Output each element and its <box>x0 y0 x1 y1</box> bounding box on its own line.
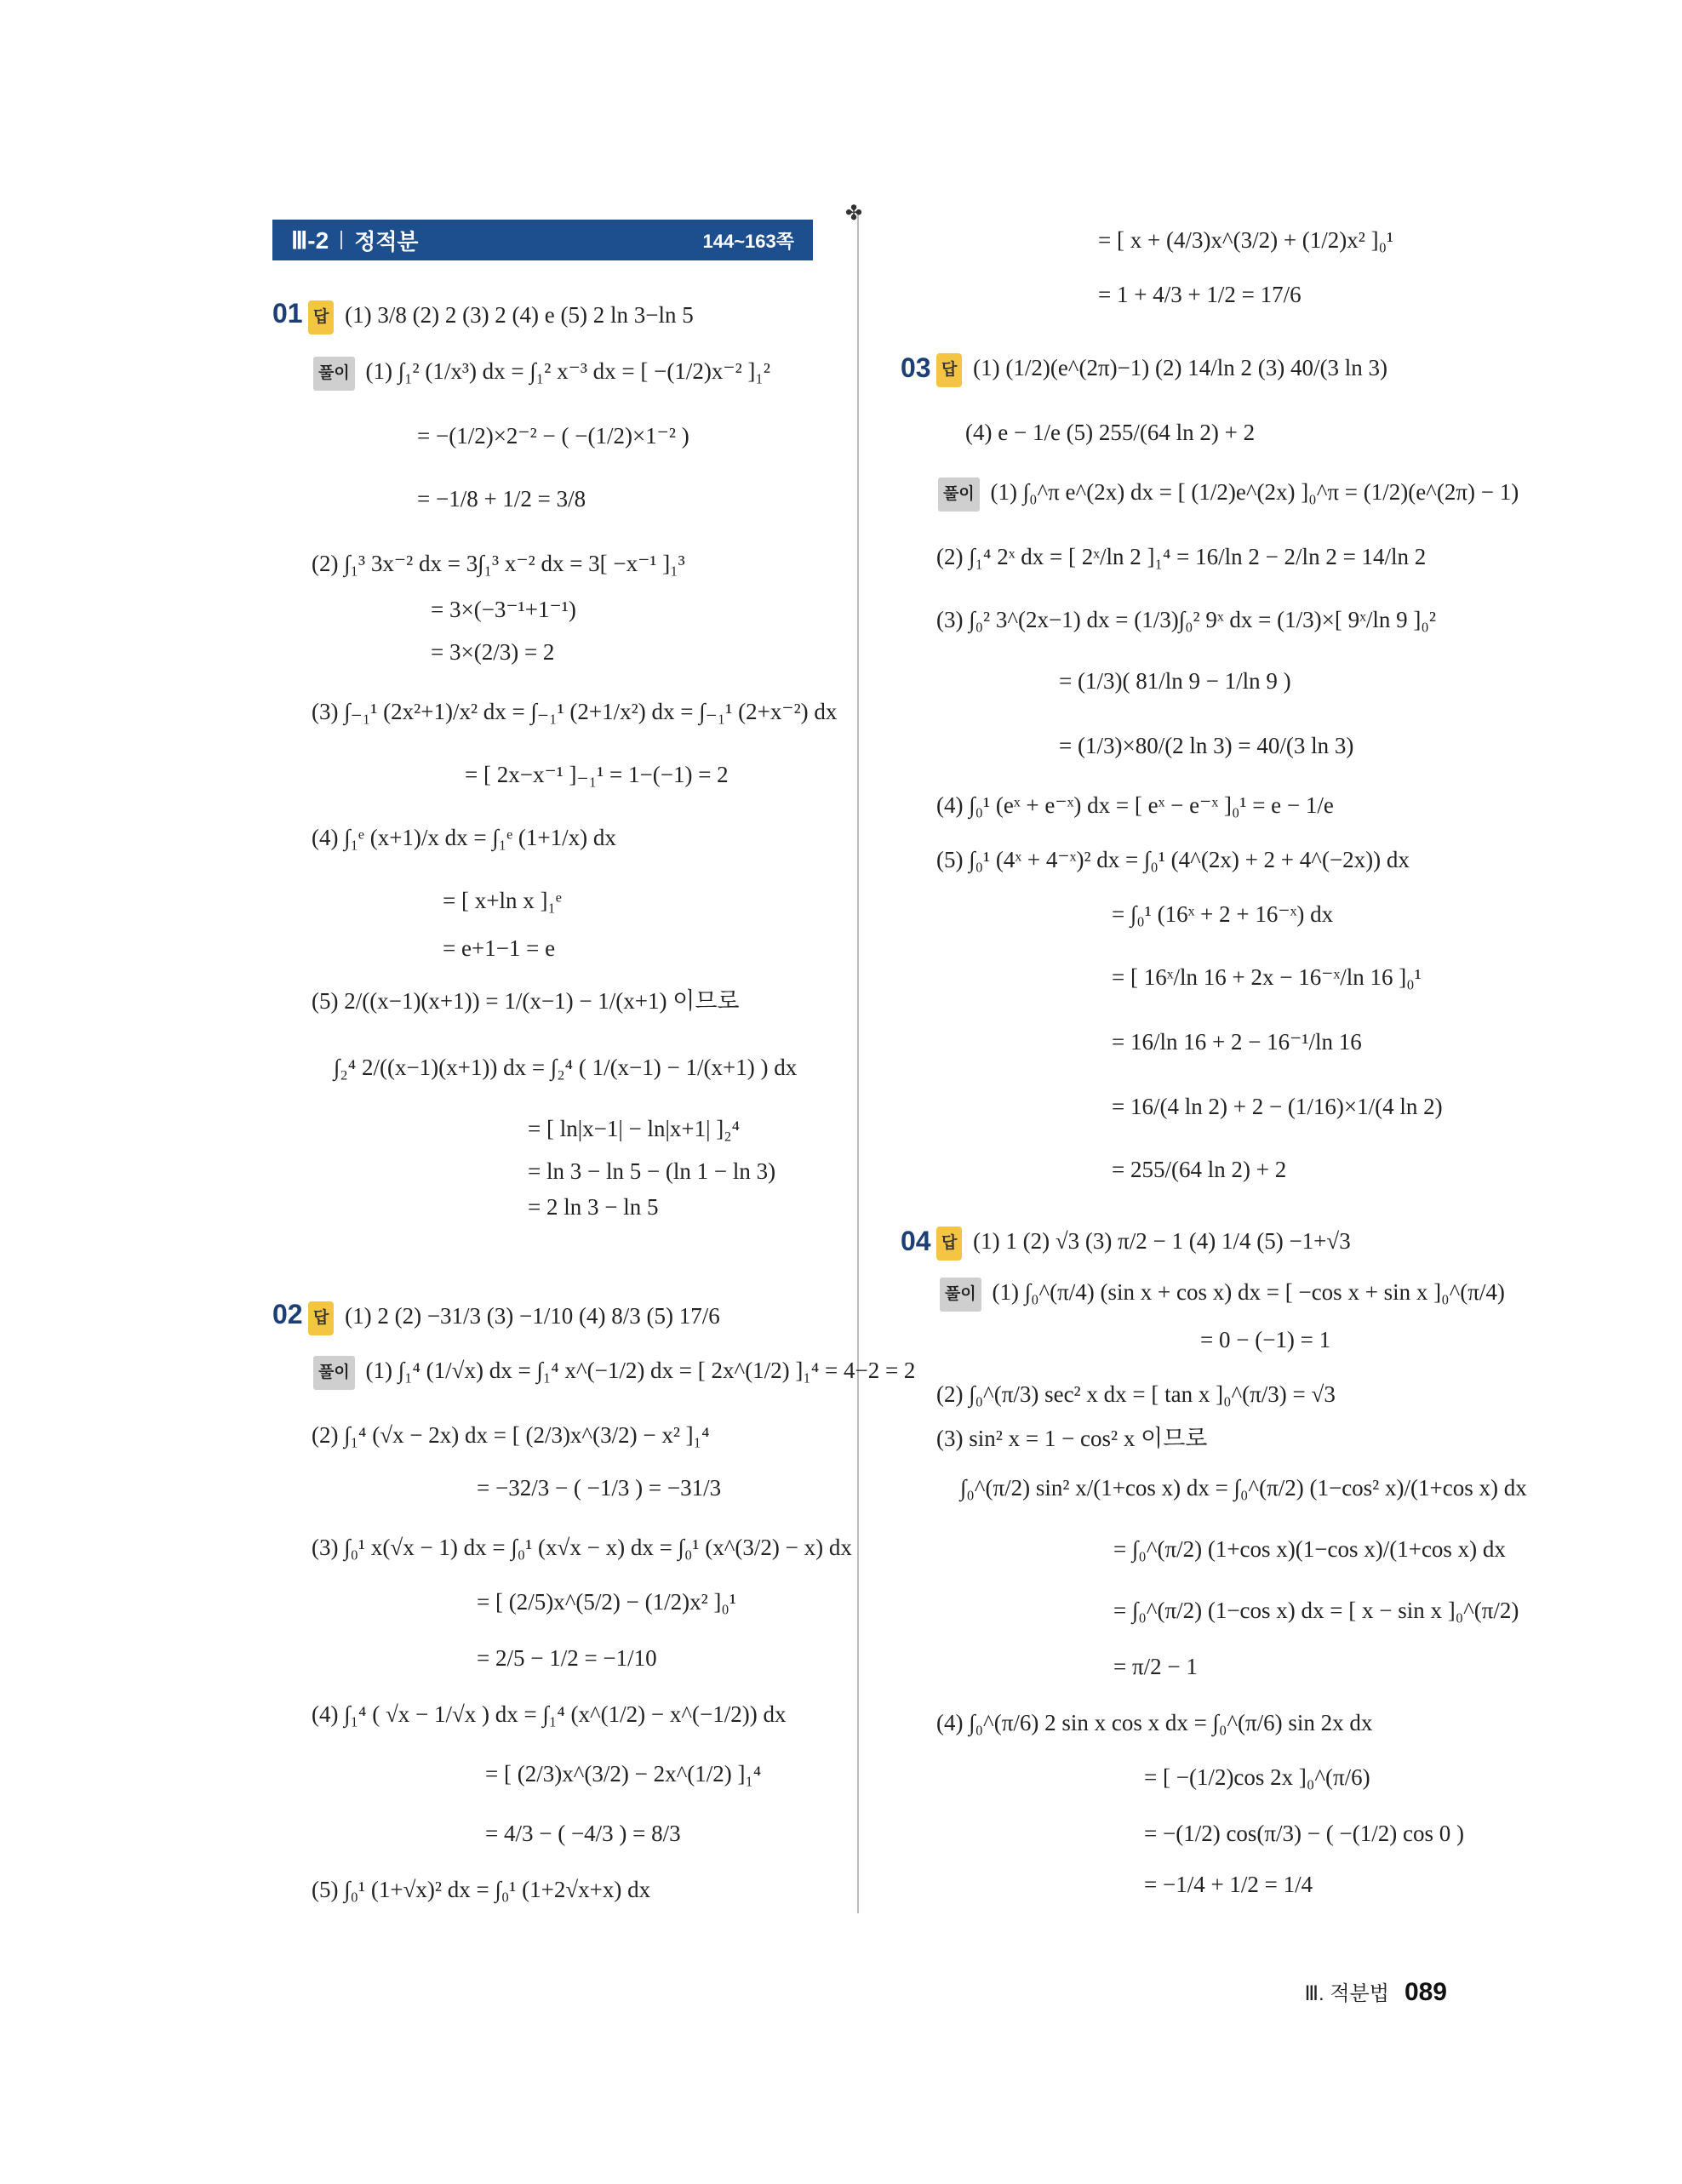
p01-line-0: (1) ∫₁² (1/x³) dx = ∫₁² x⁻³ dx = [ −(1/2)x⁻² ]₁² <box>365 358 770 384</box>
p02-line-3: (3) ∫₀¹ x(√x − 1) dx = ∫₀¹ (x√x − x) dx = ∫₀¹ (x^(3/2) − x) dx <box>312 1535 852 1560</box>
p04-line-0: (1) ∫₀^(π/4) (sin x + cos x) dx = [ −cos x + sin x ]₀^(π/4) <box>992 1279 1505 1305</box>
p04-line-4: ∫₀^(π/2) sin² x/(1+cos x) dx = ∫₀^(π/2) (1−cos² x)/(1+cos x) dx <box>960 1475 1527 1501</box>
p04-line-8: (4) ∫₀^(π/6) 2 sin x cos x dx = ∫₀^(π/6) sin 2x dx <box>936 1710 1373 1735</box>
p01-line-14: = ln 3 − ln 5 − (ln 1 − ln 3) <box>528 1158 776 1184</box>
p01-line-7: = [ 2x−x⁻¹ ]₋₁¹ = 1−(−1) = 2 <box>465 762 729 787</box>
page-range: 144~163쪽 <box>702 230 794 252</box>
p02-line-6: (4) ∫₁⁴ ( √x − 1/√x ) dx = ∫₁⁴ (x^(1/2) − x^(−1/2)) dx <box>312 1701 787 1727</box>
p01-line-1: = −(1/2)×2⁻² − ( −(1/2)×1⁻² ) <box>417 423 689 449</box>
p03-line-11: = 255/(64 ln 2) + 2 <box>1112 1157 1287 1182</box>
solution-line <box>313 356 770 391</box>
p01-line-15: = 2 ln 3 − ln 5 <box>528 1194 659 1220</box>
answer-line-01 <box>308 300 694 334</box>
p01-line-8: (4) ∫₁ᵉ (x+1)/x dx = ∫₁ᵉ (1+1/x) dx <box>312 825 616 850</box>
p01-line-3: (2) ∫₁³ 3x⁻² dx = 3∫₁³ x⁻² dx = 3[ −x⁻¹ ]₁³ <box>312 551 685 576</box>
solution-badge: 풀이 <box>940 1278 981 1312</box>
p03-line-5: (4) ∫₀¹ (eˣ + e⁻ˣ) dx = [ eˣ − e⁻ˣ ]₀¹ = e − 1/e <box>936 792 1334 818</box>
p01-line-4: = 3×(−3⁻¹+1⁻¹) <box>431 597 576 622</box>
p01-line-11: (5) 2/((x−1)(x+1)) = 1/(x−1) − 1/(x+1) 이므로 <box>312 988 740 1014</box>
p02-line-8: = 4/3 − ( −4/3 ) = 8/3 <box>485 1821 681 1846</box>
p01-line-5: = 3×(2/3) = 2 <box>431 639 555 665</box>
p03-line-1: (2) ∫₁⁴ 2ˣ dx = [ 2ˣ/ln 2 ]₁⁴ = 16/ln 2 − 2/ln 2 = 14/ln 2 <box>936 544 1427 569</box>
p03-line-2: (3) ∫₀² 3^(2x−1) dx = (1/3)∫₀² 9ˣ dx = (1/3)×[ 9ˣ/ln 9 ]₀² <box>936 607 1436 632</box>
p03-line-7: = ∫₀¹ (16ˣ + 2 + 16⁻ˣ) dx <box>1112 901 1334 927</box>
p02-line-7: = [ (2/3)x^(3/2) − 2x^(1/2) ]₁⁴ <box>485 1761 762 1787</box>
p04-line-9: = [ −(1/2)cos 2x ]₀^(π/6) <box>1144 1764 1370 1790</box>
p01-line-9: = [ x+ln x ]₁ᵉ <box>443 888 562 913</box>
p04-line-6: = ∫₀^(π/2) (1−cos x) dx = [ x − sin x ]₀^(π/2) <box>1113 1598 1519 1623</box>
answers-03-b: (4) e − 1/e (5) 255/(64 ln 2) + 2 <box>965 420 1256 445</box>
p03-line-4: = (1/3)×80/(2 ln 3) = 40/(3 ln 3) <box>1059 733 1354 758</box>
problem-number-01: 01 <box>272 298 303 329</box>
chapter-label: Ⅲ-2 <box>291 226 329 254</box>
p03-line-8: = [ 16ˣ/ln 16 + 2x − 16⁻ˣ/ln 16 ]₀¹ <box>1112 964 1422 990</box>
p03-line-0: (1) ∫₀^π e^(2x) dx = [ (1/2)e^(2x) ]₀^π = (1/2)(e^(2π) − 1) <box>990 479 1519 505</box>
answer-badge: 답 <box>936 1226 962 1261</box>
p03-line-6: (5) ∫₀¹ (4ˣ + 4⁻ˣ)² dx = ∫₀¹ (4^(2x) + 2 + 4^(−2x)) dx <box>936 847 1410 872</box>
p04-line-2: (2) ∫₀^(π/3) sec² x dx = [ tan x ]₀^(π/3) = √3 <box>936 1381 1336 1407</box>
answer-badge: 답 <box>308 300 334 334</box>
solution-line <box>938 477 1519 512</box>
p01-line-12: ∫₂⁴ 2/((x−1)(x+1)) dx = ∫₂⁴ ( 1/(x−1) − 1/(x+1) ) dx <box>334 1055 798 1080</box>
answers-01: (1) 3/8 (2) 2 (3) 2 (4) e (5) 2 ln 3−ln 5 <box>345 302 694 328</box>
solution-line <box>940 1277 1505 1312</box>
solution-badge: 풀이 <box>313 357 355 391</box>
header-separator <box>340 231 342 249</box>
p03-line-3: = (1/3)( 81/ln 9 − 1/ln 9 ) <box>1059 668 1291 694</box>
answers-04: (1) 1 (2) √3 (3) π/2 − 1 (4) 1/4 (5) −1+√3 <box>973 1228 1351 1254</box>
p02-line-11: = 1 + 4/3 + 1/2 = 17/6 <box>1098 282 1302 307</box>
page-footer <box>1305 1976 1448 2007</box>
answer-badge: 답 <box>936 353 962 387</box>
p01-line-2: = −1/8 + 1/2 = 3/8 <box>417 486 586 512</box>
answers-03-a: (1) (1/2)(e^(2π)−1) (2) 14/ln 2 (3) 40/(3 ln 3) <box>973 355 1388 380</box>
section-header-bar <box>272 220 813 260</box>
ornament-icon: ✤ <box>845 203 863 225</box>
p02-line-5: = 2/5 − 1/2 = −1/10 <box>477 1645 657 1671</box>
p02-line-10: = [ x + (4/3)x^(3/2) + (1/2)x² ]₀¹ <box>1098 227 1394 253</box>
problem-number-02: 02 <box>272 1299 303 1329</box>
p04-line-10: = −(1/2) cos(π/3) − ( −(1/2) cos 0 ) <box>1144 1821 1464 1846</box>
p04-line-7: = π/2 − 1 <box>1113 1654 1198 1679</box>
p02-line-2: = −32/3 − ( −1/3 ) = −31/3 <box>477 1475 722 1501</box>
p01-line-13: = [ ln|x−1| − ln|x+1| ]₂⁴ <box>528 1116 741 1141</box>
answers-02: (1) 2 (2) −31/3 (3) −1/10 (4) 8/3 (5) 17/6 <box>345 1303 720 1329</box>
section-title: 정적분 <box>354 228 419 254</box>
p04-line-1: = 0 − (−1) = 1 <box>1200 1327 1331 1352</box>
answer-line-04 <box>936 1226 1351 1261</box>
answer-line-02 <box>308 1301 720 1335</box>
solution-badge: 풀이 <box>938 477 980 512</box>
answer-line-03 <box>936 352 1387 387</box>
page-number: 089 <box>1404 1978 1447 2006</box>
solution-badge: 풀이 <box>313 1356 355 1390</box>
p04-line-5: = ∫₀^(π/2) (1+cos x)(1−cos x)/(1+cos x) dx <box>1113 1536 1506 1562</box>
column-divider <box>857 211 859 1913</box>
answer-badge: 답 <box>308 1301 334 1335</box>
p02-line-4: = [ (2/5)x^(5/2) − (1/2)x² ]₀¹ <box>477 1589 736 1615</box>
p01-line-6: (3) ∫₋₁¹ (2x²+1)/x² dx = ∫₋₁¹ (2+1/x²) dx = ∫₋₁¹ (2+x⁻²) dx <box>312 699 838 724</box>
p02-line-1: (2) ∫₁⁴ (√x − 2x) dx = [ (2/3)x^(3/2) − x² ]₁⁴ <box>312 1422 710 1448</box>
solution-line <box>313 1355 915 1390</box>
p02-line-0: (1) ∫₁⁴ (1/√x) dx = ∫₁⁴ x^(−1/2) dx = [ 2x^(1/2) ]₁⁴ = 4−2 = 2 <box>365 1358 916 1383</box>
problem-number-04: 04 <box>901 1226 931 1256</box>
p02-line-9: (5) ∫₀¹ (1+√x)² dx = ∫₀¹ (1+2√x+x) dx <box>312 1877 651 1902</box>
p01-line-10: = e+1−1 = e <box>443 935 556 961</box>
p03-line-9: = 16/ln 16 + 2 − 16⁻¹/ln 16 <box>1112 1029 1362 1055</box>
problem-number-03: 03 <box>901 352 931 383</box>
p04-line-11: = −1/4 + 1/2 = 1/4 <box>1144 1872 1313 1897</box>
p04-line-3: (3) sin² x = 1 − cos² x 이므로 <box>936 1426 1208 1451</box>
footer-chapter: Ⅲ. 적분법 <box>1304 1982 1389 2005</box>
p03-line-10: = 16/(4 ln 2) + 2 − (1/16)×1/(4 ln 2) <box>1112 1094 1443 1119</box>
